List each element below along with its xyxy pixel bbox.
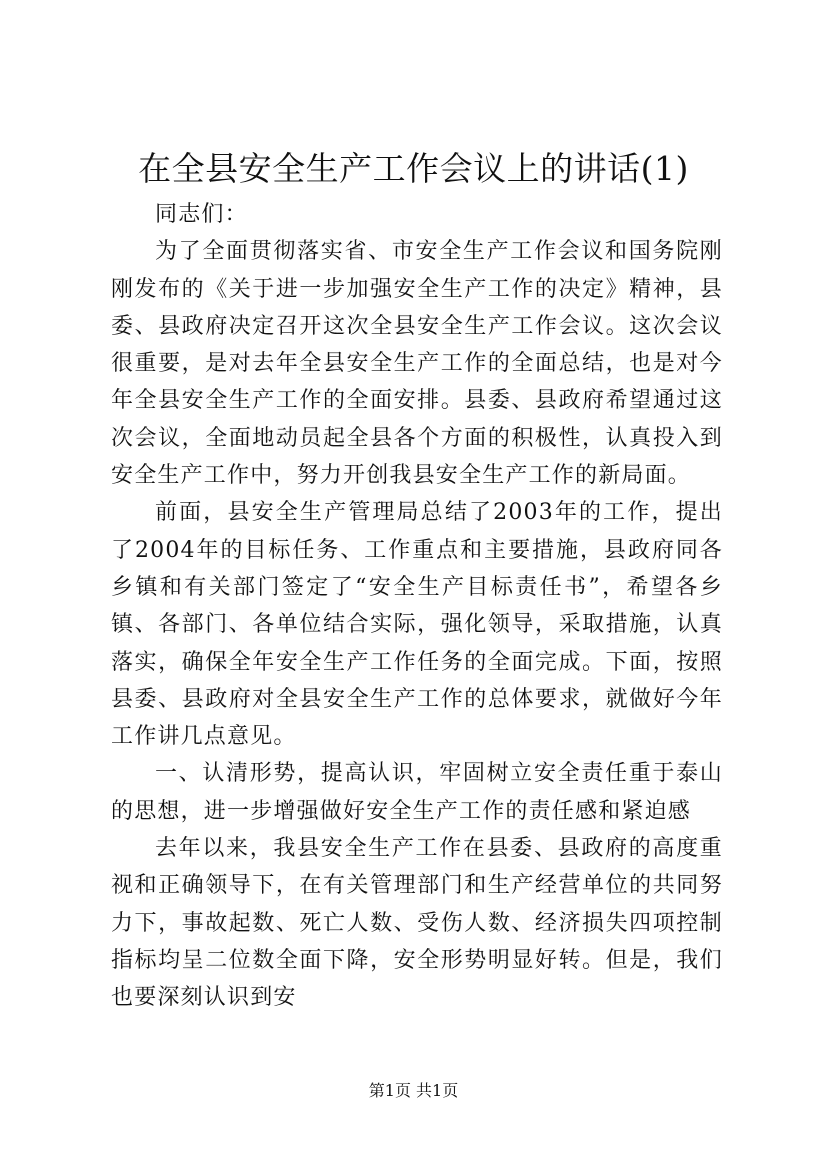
paragraph-3: 去年以来，我县安全生产工作在县委、县政府的高度重视和正确领导下，在有关管理部门和生产经营单位的共同努力下，事故起数、死亡人数、受伤人数、经济损失四项控制指标均呈二位数全面下降，安全形势明显好转。但是，我们也要深刻认识到安 — [111, 836, 723, 1011]
page-footer: 第1页 共1页 — [368, 1081, 459, 1100]
section-heading-1: 一、认清形势，提高认识，牢固树立安全责任重于泰山的思想，进一步增强做好安全生产工作的责任感和紧迫感 — [111, 761, 723, 824]
document-body — [111, 196, 723, 1017]
document-title: 在全县安全生产工作会议上的讲话(1) — [138, 149, 689, 188]
salutation: 同志们： — [155, 202, 248, 227]
paragraph-1: 为了全面贯彻落实省、市安全生产工作会议和国务院刚刚发布的《关于进一步加强安全生产工作的决定》精神，县委、县政府决定召开这次全县安全生产工作会议。这次会议很重要，是对去年全县安全生产工作的全面总结，也是对今年全县安全生产工作的全面安排。县委、县政府希望通过这次会议，全面地动员起全县各个方面的积极性，认真投入到安全生产工作中，努力开创我县安全生产工作的新局面。 — [111, 239, 723, 489]
paragraph-2: 前面，县安全生产管理局总结了2003年的工作，提出了2004年的目标任务、工作重点和主要措施，县政府同各乡镇和有关部门签定了“安全生产目标责任书”，希望各乡镇、各部门、各单位结合实际，强化领导，采取措施，认真落实，确保全年安全生产工作任务的全面完成。下面，按照县委、县政府对全县安全生产工作的总体要求，就做好今年工作讲几点意见。 — [111, 500, 723, 750]
